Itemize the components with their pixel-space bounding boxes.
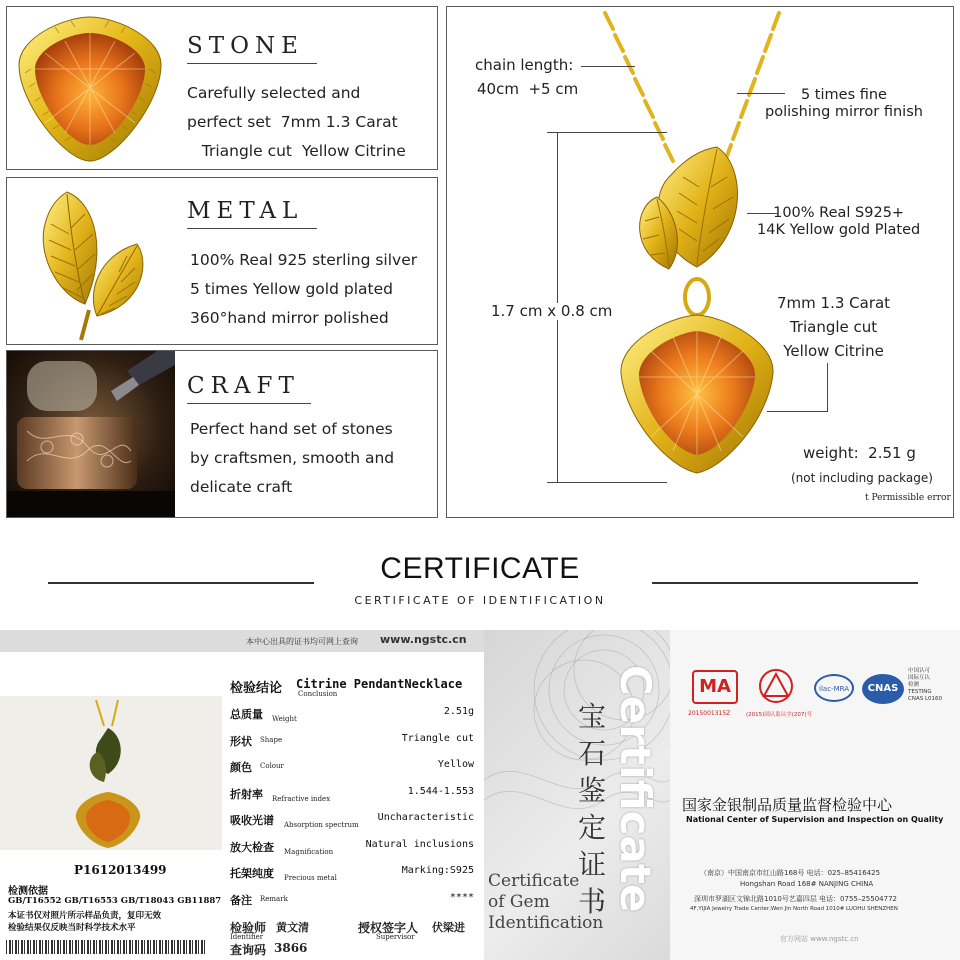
stone-line-1: Carefully selected and xyxy=(187,84,361,102)
cert-row xyxy=(230,784,480,810)
stone-spec: 7mm 1.3 Carat Triangle cut Yellow Citrine xyxy=(777,294,891,360)
disclaimer-line-2: 检验结果仅反映当时科学技术水平 xyxy=(8,923,136,933)
ma-code: 2015001315Z xyxy=(688,710,731,717)
query-label: 查询码 xyxy=(230,943,267,957)
cert-row-english: Absorption spectrum xyxy=(284,821,359,829)
cert-row-english: Precious metal xyxy=(284,874,337,882)
cal-triangle-icon xyxy=(754,668,798,704)
craftsman-setting-photo xyxy=(7,351,175,517)
craft-title: CRAFT xyxy=(187,373,300,399)
gem-cert-line-1: Certificate xyxy=(488,871,580,891)
inspector-name: 黄文清 xyxy=(276,921,309,934)
cert-row-label: 托架纯度 xyxy=(230,867,274,880)
stone-line-3: Triangle cut Yellow Citrine xyxy=(187,142,406,160)
craft-panel xyxy=(6,350,438,518)
inspector-label: 检验师 xyxy=(230,921,267,935)
disclaimer-line-1: 本证书仅对照片所示样品负责，复印无效 xyxy=(8,911,162,921)
photo-id: P1612013499 xyxy=(74,863,167,877)
cert-row-label: 备注 xyxy=(230,893,252,907)
size-bracket-top xyxy=(547,132,667,133)
pendant-necklace-image xyxy=(597,7,797,507)
polish-spec: 5 times fine polishing mirror finish xyxy=(765,87,923,120)
chain-length-label: chain length: xyxy=(475,56,574,74)
metal-title-underline xyxy=(187,228,317,229)
weight-note: (not including package) xyxy=(791,471,933,485)
address-line-3: 深圳市罗湖区文锦北路1010号艺嘉四层 电话：0755–25504772 xyxy=(694,895,897,903)
cert-row xyxy=(230,837,480,863)
cert-row-english: Colour xyxy=(260,762,284,770)
spec-panel xyxy=(446,6,954,518)
cert-row-value: 2.51g xyxy=(443,706,474,717)
chain-leader xyxy=(581,66,635,67)
gem-cert-line-3: Identification xyxy=(488,913,604,933)
metal-line-1: 100% Real 925 sterling silver xyxy=(190,251,418,269)
conclusion-label: 检验结论 xyxy=(230,681,283,696)
size-spec: 1.7 cm x 0.8 cm xyxy=(491,302,613,320)
ma-logo-text: MA xyxy=(699,676,731,697)
center-name-english: National Center of Supervision and Inspection on Quality xyxy=(686,815,944,824)
metal-title: METAL xyxy=(187,198,304,224)
craft-line-1: Perfect hand set of stones xyxy=(190,420,393,438)
cert-row-value: Yellow xyxy=(437,759,474,770)
barcode xyxy=(6,940,206,954)
weight-spec: weight: 2.51 g xyxy=(803,444,916,462)
supervisor-label: 授权签字人 xyxy=(358,921,419,935)
cert-row xyxy=(230,757,480,783)
cert-row xyxy=(230,890,480,916)
address-line-1: （南京）中国南京市红山路168号 电话：025–85416425 xyxy=(700,869,881,877)
cert-row-english: Remark xyxy=(260,894,288,903)
basis-label: 检测依据 xyxy=(8,886,48,897)
certificate-heading: CERTIFICATE xyxy=(380,552,580,585)
metal-panel xyxy=(6,177,438,345)
metal-line-2: 5 times Yellow gold plated xyxy=(190,280,393,298)
address-line-2: Hongshan Road 168# NANJING CHINA xyxy=(740,880,874,888)
error-note: t Permissible error xyxy=(865,493,951,503)
conclusion-value: Citrine PendantNecklace xyxy=(296,677,463,691)
vertical-english-title: Certificate xyxy=(611,665,660,913)
craft-title-underline xyxy=(187,403,311,404)
cert-row-value: Marking:S925 xyxy=(401,865,474,876)
cert-row-english: Shape xyxy=(260,735,283,744)
inspector-english: Identifier xyxy=(230,933,264,941)
metal-spec: 100% Real S925+ 14K Yellow gold Plated xyxy=(757,205,921,238)
conclusion-english: Conclusion xyxy=(298,690,338,698)
chain-length-value: 40cm +5 cm xyxy=(477,80,579,98)
top-query-note: 本中心出具的证书均可网上查询 xyxy=(246,637,358,646)
cert-row xyxy=(230,731,480,757)
craft-line-3: delicate craft xyxy=(190,478,293,496)
citrine-triangle-image xyxy=(15,13,165,165)
gold-leaf-image xyxy=(27,184,157,342)
stone-leader-vertical xyxy=(827,363,828,411)
supervisor-name: 伏梁进 xyxy=(432,921,465,934)
cert-row-label: 颜色 xyxy=(230,761,252,774)
cnas-note: 中国认可 国际互认 检测 TESTING CNAS L0160 xyxy=(908,668,943,702)
bottom-url: 官方网站 www.ngstc.cn xyxy=(780,935,859,943)
cnas-logo-text: CNAS xyxy=(867,683,899,694)
cert-row-value: Natural inclusions xyxy=(365,838,474,850)
stone-line-2: perfect set 7mm 1.3 Carat xyxy=(187,113,398,131)
stone-panel xyxy=(6,6,438,170)
craft-line-2: by craftsmen, smooth and xyxy=(190,449,395,467)
cert-row-value: **** xyxy=(449,891,474,903)
cert-row-label: 放大检查 xyxy=(230,840,274,854)
gem-cert-line-2: of Gem xyxy=(488,892,550,912)
cert-row-label: 总质量 xyxy=(230,708,263,721)
ilac-logo-text: ilac-MRA xyxy=(819,685,849,693)
center-name-chinese: 国家金银制品质量监督检验中心 xyxy=(682,796,893,814)
cnas-logo xyxy=(862,674,904,704)
metal-line-3: 360°hand mirror polished xyxy=(190,309,389,327)
certificate-document xyxy=(0,630,960,960)
address-line-4: 4F,YIJIA Jewelry Trade Center,Wen Jin North Road 1010# LUOHU SHENZHEN xyxy=(690,906,898,912)
cert-row-label: 形状 xyxy=(230,734,252,748)
ma-logo xyxy=(692,670,738,704)
top-url: www.ngstc.cn xyxy=(380,633,467,646)
certificate-subheading: CERTIFICATE OF IDENTIFICATION xyxy=(354,594,606,607)
cert-row-english: Refractive index xyxy=(272,794,331,803)
query-value: 3866 xyxy=(274,941,308,955)
cal-logo xyxy=(754,668,798,704)
cert-row-english: Magnification xyxy=(284,847,334,856)
cert-row xyxy=(230,704,480,730)
supervisor-english: Supervisor xyxy=(376,933,415,941)
cert-row-english: Weight xyxy=(272,715,297,723)
cert-row-value: Triangle cut xyxy=(401,732,474,744)
cert-row-value: Uncharacteristic xyxy=(377,812,474,823)
basis-standards: GB/T16552 GB/T16553 GB/T18043 GB11887 xyxy=(8,896,222,906)
size-bracket-bottom xyxy=(547,482,667,483)
vertical-chinese-title: 宝石鉴定证书 xyxy=(578,700,607,918)
stone-leader-horizontal xyxy=(767,411,828,412)
stone-title-underline xyxy=(187,63,317,64)
cert-row-label: 折射率 xyxy=(230,787,263,801)
cert-row xyxy=(230,810,480,836)
ilac-logo xyxy=(814,674,854,702)
cert-row-label: 吸收光谱 xyxy=(230,814,274,827)
sample-photo xyxy=(0,696,222,850)
cal-code: (2015)国认监认字(207)号 xyxy=(746,712,813,718)
stone-title: STONE xyxy=(187,33,304,59)
cert-row xyxy=(230,863,480,889)
cert-row-value: 1.544-1.553 xyxy=(407,785,474,797)
